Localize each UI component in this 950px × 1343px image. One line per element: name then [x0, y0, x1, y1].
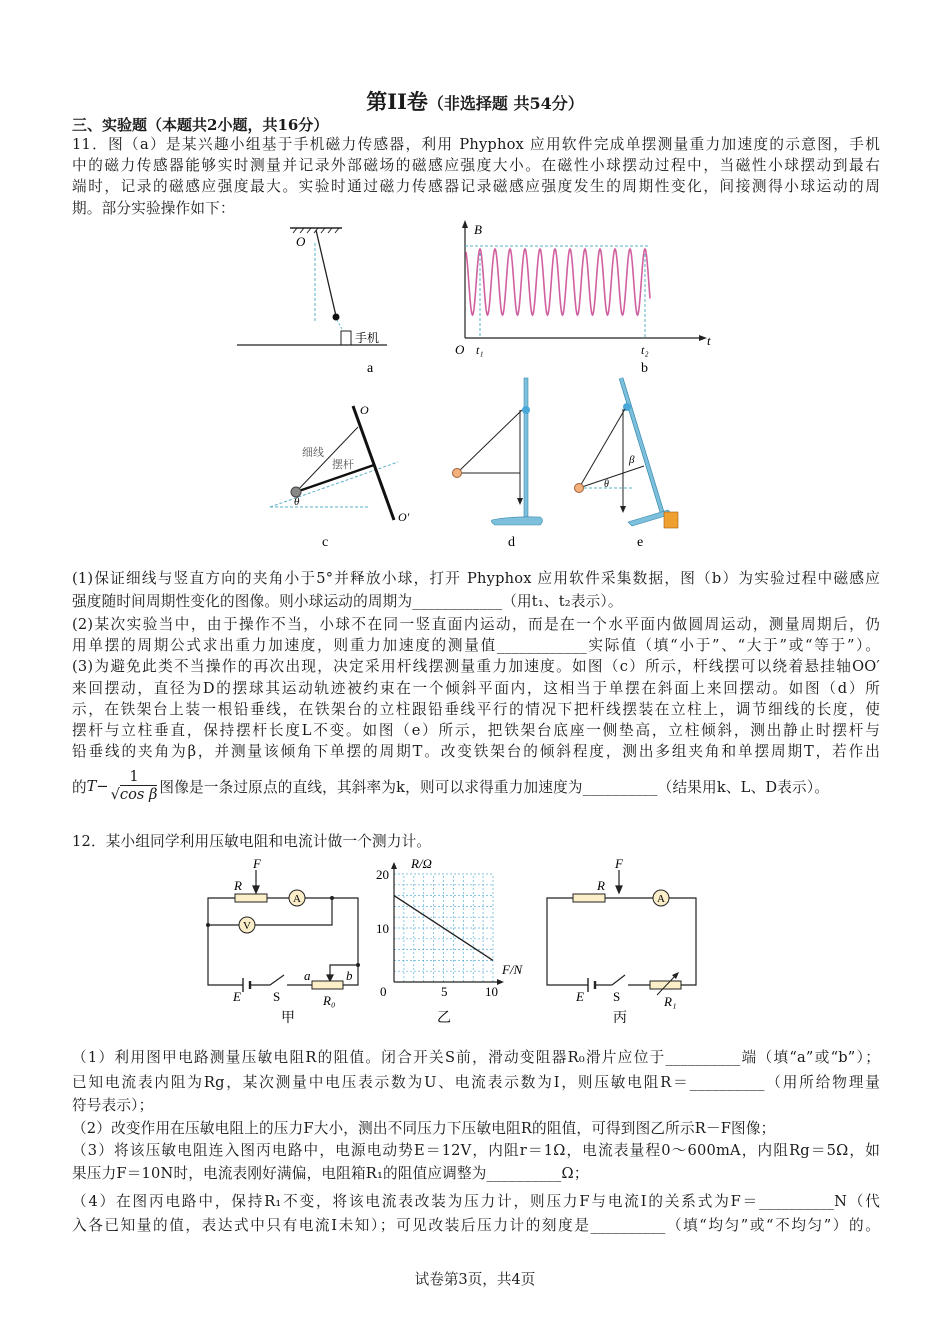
figure-d — [453, 378, 543, 550]
label-S: S — [613, 989, 621, 1004]
label-theta-c: θ — [294, 496, 300, 508]
pendulum-ball — [333, 314, 340, 321]
q12-part3-line: （3）将该压敏电阻连入图丙电路中，电源电动势E＝12V，内阻r＝1Ω，电流表量程0～600mA，内阻Rg＝5Ω，如 — [72, 1142, 880, 1159]
title-main: 第II卷 — [366, 89, 428, 114]
rheostat-R0 — [312, 981, 343, 989]
formula-dash: − — [96, 777, 109, 795]
label-O: O — [296, 234, 306, 249]
circuit-jia — [208, 870, 358, 992]
label-S: S — [273, 989, 281, 1004]
label-R: R — [234, 878, 242, 893]
label-R: R — [597, 878, 605, 893]
formula-T: T — [86, 777, 97, 795]
label-b: b — [346, 968, 353, 983]
q11-part1-line: (1)保证细线与竖直方向的夹角小于5°并释放小球，打开 Phyphox 应用软件采集数据，图（b）为实验过程中磁感应 — [72, 570, 880, 587]
b-field-wave — [466, 249, 650, 315]
label-R1: R₁ — [664, 994, 677, 1009]
y-axis-label: R/Ω — [411, 856, 432, 871]
label-E: E — [233, 989, 241, 1004]
label-t2: t₂ — [641, 343, 649, 357]
page-footer: 试卷第3页，共4页 — [414, 1271, 536, 1288]
fig-c-caption: c — [322, 535, 329, 550]
fig-bing-caption: 丙 — [613, 1011, 627, 1026]
fig-a-caption: a — [367, 361, 374, 376]
label-a: a — [304, 968, 311, 983]
q11-part3-formula-line — [72, 768, 829, 804]
resistor-R-bing — [573, 894, 605, 902]
label-O-prime: O′ — [398, 510, 410, 524]
text-de: 的 — [72, 778, 87, 796]
q11-intro-line: 中的磁力传感器能够实时测量并记录外部磁场的磁感应强度大小。在磁性小球摆动过程中，当磁性小球摆动到最右 — [72, 157, 880, 174]
y-tick-label-20: 20 — [376, 867, 389, 882]
q12-part4-line: （4）在图丙电路中，保持R₁不变，将该电流表改装为压力计，则压力F与电流I的关系式为F＝__________N（代 — [72, 1193, 880, 1210]
q11-part2-line: 用单摆的周期公式求出重力加速度，则重力加速度的测量值____________实际值（填“小于”、“大于”或“等于”）。 — [72, 637, 880, 654]
fig-d-caption: d — [508, 535, 515, 550]
label-thread: 细线 — [302, 447, 324, 459]
fig-b-caption: b — [641, 361, 648, 376]
formula-fraction — [111, 768, 158, 804]
fig-yi-caption: 乙 — [437, 1011, 451, 1026]
label-beta: β — [629, 454, 635, 466]
ammeter-label: A — [293, 893, 301, 905]
q11-part1-line: 强度随时间周期性变化的图像。则小球运动的周期为____________（用t₁、t₂表示）。 — [72, 593, 623, 610]
figure-b — [455, 220, 711, 376]
figure-c — [270, 403, 410, 550]
label-t: t — [707, 333, 711, 348]
circuit-bing-parts — [573, 856, 681, 1026]
q11-part3-line: 铅垂线的夹角为β，并测量该倾角下单摆的周期T。改变铁架台的倾斜程度，测出多组夹角和单摆周期T，若作出 — [72, 743, 880, 760]
label-F: F — [253, 856, 261, 871]
label-rod: 摆杆 — [332, 459, 354, 471]
q12-part3-line: 果压力F＝10N时，电流表刚好满偏，电阻箱R₁的阻值应调整为__________Ω； — [72, 1165, 589, 1182]
label-t1: t₁ — [476, 343, 484, 357]
q11-intro-line: 期。部分实验操作如下： — [72, 200, 235, 217]
ammeter-label: A — [657, 893, 665, 905]
voltmeter-label: V — [243, 920, 251, 932]
q12-part1-line: 已知电流表内阻为Rg，某次测量中电压表示数为U、电流表示数为I，则压敏电阻R＝__________（用所给物理量 — [72, 1074, 880, 1091]
q11-part3-line: 示，在铁架台上装一根铅垂线，在铁架台的立柱跟铅垂线平行的情况下把杆线摆装在立柱上，调节细线的长度，使 — [72, 701, 880, 718]
circuit-bing — [547, 870, 696, 992]
q11-intro-line: 11．图（a）是某兴趣小组基于手机磁力传感器，利用 Phyphox 应用软件完成单摆测量重力加速度的示意图，手机 — [72, 136, 880, 153]
q11-part3-line: (3)为避免此类不当操作的再次出现，决定采用杆线摆测量重力加速度。如图（c）所示，杆线摆可以绕着悬挂轴OO′ — [72, 658, 880, 675]
label-F: F — [615, 856, 623, 871]
q12-part2-line: （2）改变作用在压敏电阻上的压力F大小，测出不同压力下压敏电阻R的阻值，可得到图乙所示R－F图像； — [72, 1120, 776, 1137]
figure-a — [237, 228, 387, 376]
title-sub: （非选择题 共54分） — [427, 94, 584, 113]
label-origin: O — [455, 342, 465, 357]
fraction-numerator: 1 — [123, 768, 144, 786]
cos-beta: cos β — [119, 786, 158, 803]
label-O-c: O — [360, 403, 369, 417]
q12-part4-line: 入各已知量的值，表达式中只有电流I未知）；可见改装后压力计的刻度是__________（填“均匀”或“不均匀”）的。 — [72, 1217, 880, 1234]
label-theta-e: θ — [604, 479, 609, 490]
chart-R-F — [376, 856, 524, 1026]
tick-label-0: 0 — [380, 984, 387, 999]
q11-part3-line: 来回摆动，直径为D的摆球其运动轨迹被约束在一个倾斜平面内，这相当于单摆在斜面上来回摆动。如图（d）所 — [72, 680, 880, 697]
q11-part2-line: (2)某次实验当中，由于操作不当，小球不在同一竖直面内运动，而是在一个水平面内做圆周运动，测量周期后，仍 — [72, 616, 880, 633]
text-post: 图像是一条过原点的直线，其斜率为k，则可以求得重力加速度为__________（结果用k、L、D表示）。 — [159, 778, 830, 796]
label-E: E — [576, 989, 584, 1004]
q12-part1-line: （1）利用图甲电路测量压敏电阻R的阻值。闭合开关S前，滑动变阻器R₀滑片应位于__________端（填“a”或“b”）； — [72, 1049, 880, 1066]
y-tick-label-10: 10 — [376, 921, 389, 936]
label-phone: 手机 — [355, 331, 380, 345]
q12-intro: 12．某小组同学利用压敏电阻和电流计做一个测力计。 — [72, 833, 432, 850]
section-heading: 三、实验题（本题共2小题，共16分） — [72, 116, 329, 134]
q11-part3-line: 摆杆与立柱垂直，保持摆杆长度L不变。如图（e）所示，把铁架台底座一侧垫高，立柱倾斜，测出静止时摆杆与 — [72, 722, 880, 739]
resistor-R — [235, 894, 267, 902]
fraction-denominator: √cos β — [110, 786, 158, 803]
x-tick-label-10: 10 — [485, 984, 498, 999]
phone-icon — [341, 331, 351, 345]
q11-intro-line: 端时，记录的磁感应强度最大。实验时通过磁力传感器记录磁感应强度发生的周期性变化，间接测得小球运动的周 — [72, 178, 880, 195]
q12-part1-line: 符号表示）； — [72, 1097, 154, 1114]
figure-e — [575, 378, 679, 550]
label-R0: R₀ — [323, 993, 336, 1008]
label-B: B — [474, 222, 482, 237]
circuit-jia-parts — [206, 856, 360, 1026]
fig-jia-caption: 甲 — [281, 1011, 295, 1026]
resistance-box-R1 — [650, 981, 681, 989]
x-tick-label-5: 5 — [441, 984, 448, 999]
fig-e-caption: e — [637, 535, 644, 550]
x-axis-label: F/N — [502, 962, 523, 977]
